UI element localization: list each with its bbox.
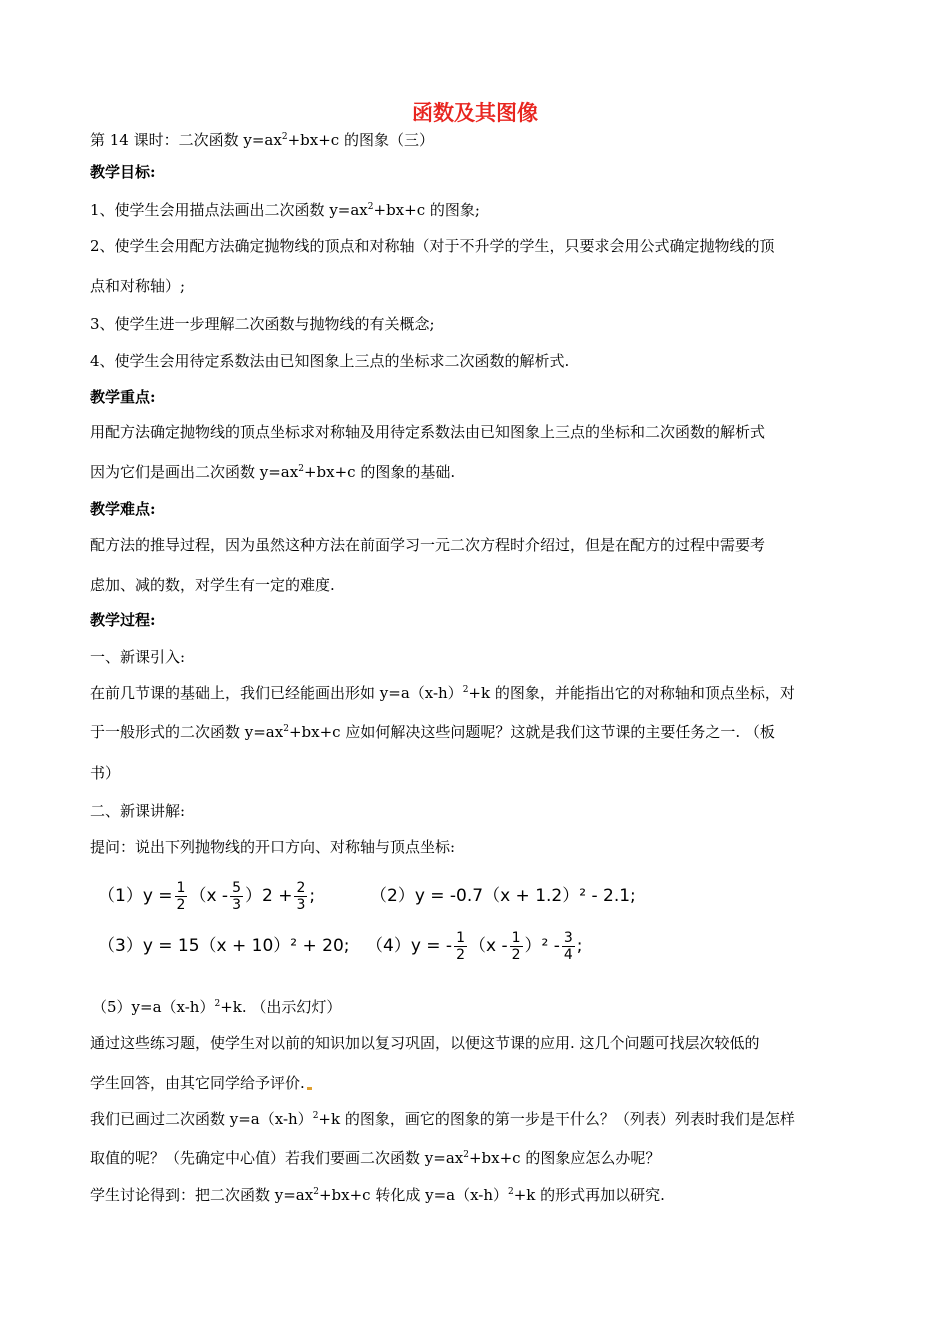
goal-item-4: 4、使学生会用待定系数法由已知图象上三点的坐标求二次函数的解析式. [90,352,570,370]
fraction-5-3: $\frac{5}{3}$ [232,879,241,913]
page-title: 函数及其图像 [412,101,538,125]
discussion-line: 学生讨论得到：把二次函数 $y=ax^2+bx+c$ 转化成 $y=a(x-h)^2+k$ 的形式再加以研究. [90,1186,665,1204]
goal-item-2-line-2: 点和对称轴）; [90,277,186,295]
key-points-heading: 教学重点: [90,388,156,406]
difficulties-line-1: 配方法的推导过程，因为虽然这种方法在前面学习一元二次方程时介绍过，但是在配方的过程中需要考 [90,536,766,554]
intro-line-1: 在前几节课的基础上，我们已经能画出形如 $y=a(x-h)^2+k$ 的图象，并能指出它的对称轴和顶点坐标，对 [90,684,795,702]
goal-item-3: 3、使学生进一步理解二次函数与抛物线的有关概念; [90,315,435,333]
key-points-line-2: 因为它们是画出二次函数 $y=ax^2+bx+c$ 的图象的基础. [90,463,456,481]
fraction-3-4: $\frac{3}{4}$ [563,929,573,963]
section-lecture-heading: 二、新课讲解: [90,802,186,820]
highlight-mark [307,1087,312,1090]
goal-item-1: 1、使学生会用描点法画出二次函数 $y=ax^2+bx+c$ 的图象; [90,201,480,219]
goals-heading: 教学目标: [90,163,156,181]
fraction-1-2-c: $\frac{1}{2}$ [511,929,521,963]
goal-item-2-line-1: 2、使学生会用配方法确定抛物线的顶点和对称轴（对于不升学的学生，只要求会用公式确定抛物线的顶 [90,237,775,255]
intro-line-2: 于一般形式的二次函数 $y=ax^2+bx+c$ 应如何解决这些问题呢？这就是我们这节课的主要任务之一. （板 [90,723,775,741]
intro-line-3: 书） [90,764,121,782]
review-line-2: 学生回答，由其它同学给予评价. [90,1073,312,1093]
equation-1: （1）y = $\frac{1}{2}$ （x - $\frac{5}{3}$ ）2 + $\frac{2}{3}$ ; [98,879,316,913]
equation-3: （3）y = 15（x + 10）² + 20; [98,936,350,956]
ask-line-1: 我们已画过二次函数 $y=a(x-h)^2+k$ 的图象，画它的图象的第一步是干什么？（列表）列表时我们是怎样 [90,1110,795,1128]
section-intro-heading: 一、新课引入: [90,648,186,666]
equation-2: （2）y = -0.7（x + 1.2）² - 2.1; [370,886,636,906]
process-heading: 教学过程: [90,611,156,629]
key-points-line-1: 用配方法确定抛物线的顶点坐标求对称轴及用待定系数法由已知图象上三点的坐标和二次函数的解析式 [90,423,766,441]
fraction-2-3: $\frac{2}{3}$ [296,879,306,913]
question-line: 提问：说出下列抛物线的开口方向、对称轴与顶点坐标: [90,838,456,856]
review-line-1: 通过这些练习题，使学生对以前的知识加以复习巩固，以便这节课的应用. 这几个问题可找层次较低的 [90,1034,760,1052]
lesson-line: 第 14 课时：二次函数 $y=ax^2+bx+c$ 的图象（三） [90,131,434,149]
fraction-1-2-b: $\frac{1}{2}$ [456,929,465,963]
ask-line-2: 取值的呢？（先确定中心值）若我们要画二次函数 $y=ax^2+bx+c$ 的图象应怎么办呢？ [90,1149,661,1167]
item-5: $(5)y=a(x-h)^2+k$. （出示幻灯） [92,998,342,1016]
difficulties-heading: 教学难点: [90,500,156,518]
equation-4: （4）y = - $\frac{1}{2}$ （x - $\frac{1}{2}$ ）² - $\frac{3}{4}$ ; [366,929,583,963]
fraction-1-2: $\frac{1}{2}$ [176,879,186,913]
difficulties-line-2: 虑加、减的数，对学生有一定的难度. [90,576,335,594]
